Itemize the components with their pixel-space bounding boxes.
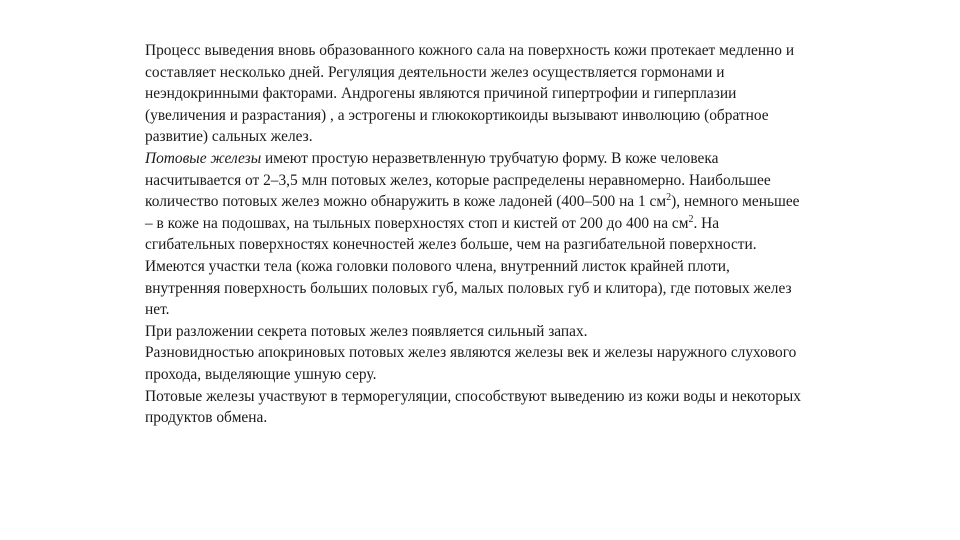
paragraph-apocrine: Разновидностью апокриновых потовых желез являются железы век и железы наружного слухового прохода, выделяющие ушную серу. xyxy=(145,344,797,383)
paragraph-odor: При разложении секрета потовых желез появляется сильный запах. xyxy=(145,322,588,340)
body-text xyxy=(145,40,805,429)
paragraph-thermoregulation: Потовые железы участвуют в терморегуляции, способствуют выведению из кожи воды и некоторых продуктов обмена. xyxy=(145,387,801,427)
paragraph-sebum: Процесс выведения вновь образованного кожного сала на поверхность кожи протекает медленно и составляет несколько дней. Регуляция деятельности желез осуществляется гормонами и неэндокринными факторами. Андрогены являются причиной гипертрофии и гиперплазии (увеличения и разрастания) , а эстрогены и глюкокортикоиды вызывают инволюцию (обратное развитие) сальных желез. xyxy=(145,42,795,146)
term-sweat-glands: Потовые железы xyxy=(145,149,262,167)
paragraph-sweat-glands xyxy=(145,148,805,321)
superscript-2: 2 xyxy=(688,213,694,225)
paragraph-sweat-glands-part-a: имеют простую неразветвленную трубчатую форму. В коже человека насчитывается от 2–3,5 млн потовых желез, которые распределены неравномерно. Наибольшее количество потовых желез можно обнаружить в коже ладоней (400–500 на 1 см xyxy=(145,149,771,211)
superscript-2: 2 xyxy=(666,192,672,204)
paragraph-sweat-glands-part-b: ), немного меньшее – в коже на подошвах, на тыльных поверхностях стоп и кистей от 200 до 400 на см xyxy=(145,193,800,232)
paragraph-sweat-glands-part-c: . На сгибательных поверхностях конечностей желез больше, чем на разгибательной поверхности. Имеются участки тела (кожа головки полового члена, внутренний листок крайней плоти, внутренняя поверхность больших половых губ, малых половых губ и клитора), где потовых желез нет. xyxy=(145,214,792,319)
